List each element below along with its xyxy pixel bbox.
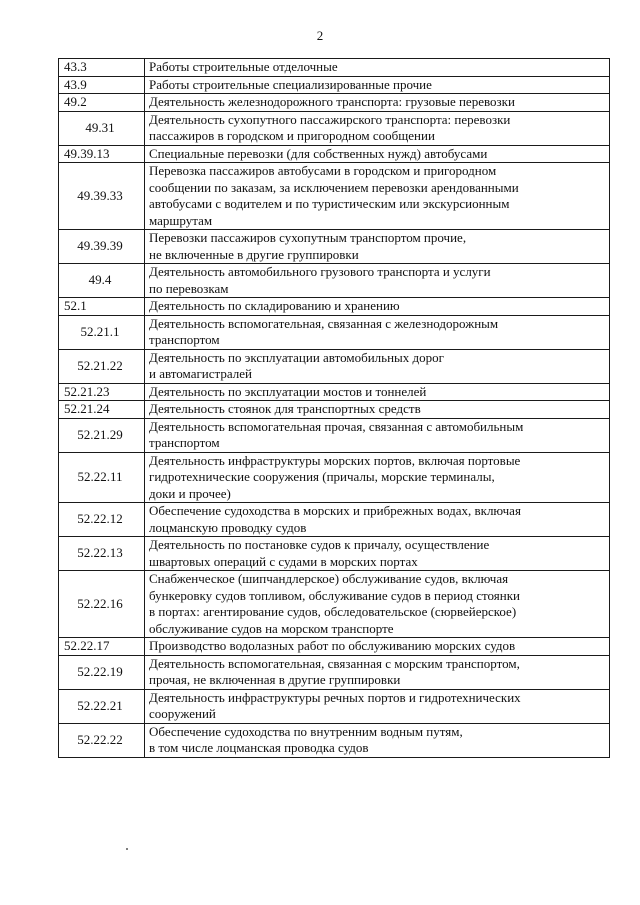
- table-body: [59, 59, 610, 758]
- activity-description: Деятельность по эксплуатации автомобильных дорог и автомагистралей: [145, 349, 610, 383]
- table-row: [59, 571, 610, 638]
- activity-description: Деятельность по эксплуатации мостов и тоннелей: [145, 383, 610, 401]
- activity-code: 52.22.16: [59, 571, 145, 638]
- activity-code: 52.22.21: [59, 689, 145, 723]
- activity-description: Работы строительные специализированные прочие: [145, 76, 610, 94]
- page-number: 2: [316, 28, 324, 43]
- activity-codes-table: [58, 58, 610, 758]
- table-row: [59, 503, 610, 537]
- table-row: [59, 452, 610, 503]
- activity-code: 49.4: [59, 264, 145, 298]
- activity-code: 52.22.22: [59, 723, 145, 757]
- activity-code: 49.39.13: [59, 145, 145, 163]
- table-row: [59, 59, 610, 77]
- activity-description: Деятельность вспомогательная, связанная с железнодорожным транспортом: [145, 315, 610, 349]
- activity-description: Деятельность вспомогательная прочая, связанная с автомобильным транспортом: [145, 418, 610, 452]
- table-row: [59, 315, 610, 349]
- table-row: [59, 655, 610, 689]
- activity-code: 43.3: [59, 59, 145, 77]
- activity-code: 52.21.29: [59, 418, 145, 452]
- activity-description: Деятельность инфраструктуры речных портов и гидротехнических сооружений: [145, 689, 610, 723]
- activity-description: Деятельность железнодорожного транспорта: грузовые перевозки: [145, 94, 610, 112]
- table-row: [59, 298, 610, 316]
- activity-code: 52.22.11: [59, 452, 145, 503]
- table-row: [59, 111, 610, 145]
- activity-description: Деятельность вспомогательная, связанная с морским транспортом, прочая, не включенная в другие группировки: [145, 655, 610, 689]
- activity-description: Специальные перевозки (для собственных нужд) автобусами: [145, 145, 610, 163]
- table-row: [59, 638, 610, 656]
- table-row: [59, 401, 610, 419]
- activity-description: Деятельность инфраструктуры морских портов, включая портовые гидротехнические сооружения (причалы, морские терминалы, доки и прочее): [145, 452, 610, 503]
- activity-code: 43.9: [59, 76, 145, 94]
- table-row: [59, 689, 610, 723]
- activity-code: 49.39.33: [59, 163, 145, 230]
- activity-description: Перевозка пассажиров автобусами в городском и пригородном сообщении по заказам, за исключением перевозки арендованными автобусами с водителем и по туристическим или экскурсионным маршрутам: [145, 163, 610, 230]
- activity-description: Обеспечение судоходства по внутренним водным путям, в том числе лоцманская проводка судов: [145, 723, 610, 757]
- table-row: [59, 163, 610, 230]
- activity-code: 49.39.39: [59, 230, 145, 264]
- activity-code: 52.22.17: [59, 638, 145, 656]
- activity-code: 52.22.12: [59, 503, 145, 537]
- table-row: [59, 94, 610, 112]
- activity-code: 49.31: [59, 111, 145, 145]
- table-row: [59, 537, 610, 571]
- activity-code: 52.22.13: [59, 537, 145, 571]
- activity-code: 52.21.24: [59, 401, 145, 419]
- table-row: [59, 723, 610, 757]
- activity-description: Обеспечение судоходства в морских и прибрежных водах, включая лоцманскую проводку судов: [145, 503, 610, 537]
- activity-code: 52.21.23: [59, 383, 145, 401]
- activity-code: 49.2: [59, 94, 145, 112]
- table-row: [59, 418, 610, 452]
- table-row: [59, 230, 610, 264]
- activity-code: 52.1: [59, 298, 145, 316]
- activity-description: Деятельность сухопутного пассажирского транспорта: перевозки пассажиров в городском и пригородном сообщении: [145, 111, 610, 145]
- activity-code: 52.21.22: [59, 349, 145, 383]
- activity-description: Перевозки пассажиров сухопутным транспортом прочие, не включенные в другие группировки: [145, 230, 610, 264]
- table-row: [59, 383, 610, 401]
- activity-description: Деятельность по складированию и хранению: [145, 298, 610, 316]
- activity-description: Снабженческое (шипчандлерское) обслуживание судов, включая бункеровку судов топливом, обслуживание судов в период стоянки в портах: агентирование судов, обследовательское (сюрвейерское) обслуживание судов на морском транспорте: [145, 571, 610, 638]
- activity-code: 52.22.19: [59, 655, 145, 689]
- table-row: [59, 264, 610, 298]
- activity-description: Производство водолазных работ по обслуживанию морских судов: [145, 638, 610, 656]
- activity-description: Деятельность по постановке судов к причалу, осуществление швартовых операций с судами в морских портах: [145, 537, 610, 571]
- activity-description: Работы строительные отделочные: [145, 59, 610, 77]
- activity-description: Деятельность стоянок для транспортных средств: [145, 401, 610, 419]
- activity-description: Деятельность автомобильного грузового транспорта и услуги по перевозкам: [145, 264, 610, 298]
- activity-code: 52.21.1: [59, 315, 145, 349]
- scan-artifact-dot: [126, 848, 128, 850]
- table-row: [59, 145, 610, 163]
- table-row: [59, 349, 610, 383]
- table-row: [59, 76, 610, 94]
